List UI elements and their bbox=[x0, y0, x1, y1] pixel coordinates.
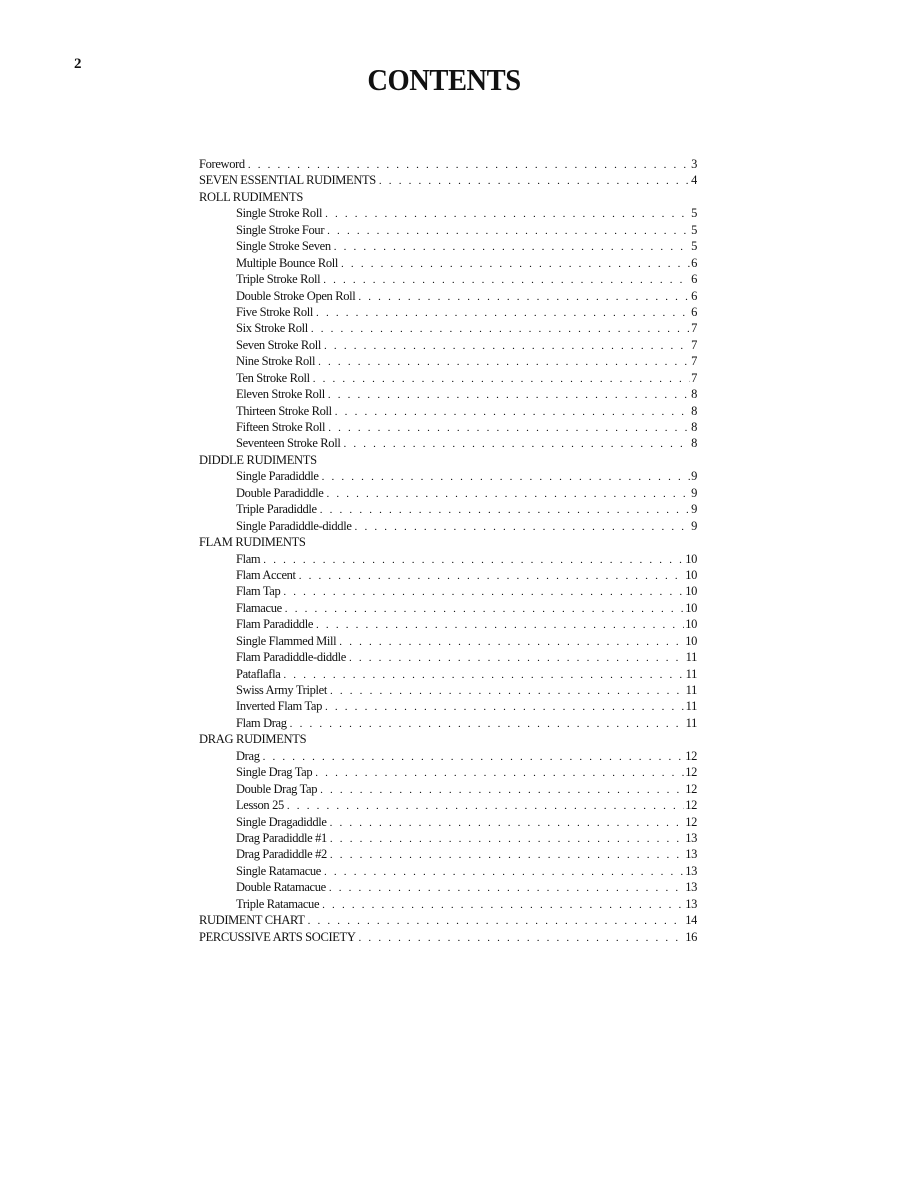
toc-sub-entry bbox=[199, 435, 697, 451]
toc-page-number: 10 bbox=[685, 600, 697, 615]
toc-page-number: 8 bbox=[691, 436, 697, 451]
dot-leader bbox=[330, 683, 685, 698]
toc-page-number: 5 bbox=[691, 239, 697, 254]
dot-leader bbox=[308, 913, 685, 928]
dot-leader bbox=[283, 584, 684, 599]
toc-entry-label: Triple Stroke Roll bbox=[236, 272, 321, 287]
toc-entry-label: Thirteen Stroke Roll bbox=[236, 403, 332, 418]
dot-leader bbox=[335, 404, 690, 419]
toc-entry-label: Seven Stroke Roll bbox=[236, 337, 322, 352]
toc-entry-label: Triple Ratamacue bbox=[236, 896, 320, 911]
toc-page-number: 11 bbox=[685, 715, 697, 730]
toc-page-number: 8 bbox=[691, 387, 697, 402]
toc-entry bbox=[199, 912, 697, 928]
dot-leader bbox=[313, 371, 690, 386]
toc-sub-entry bbox=[199, 583, 697, 599]
toc-page-number: 6 bbox=[691, 255, 697, 270]
toc-sub-entry bbox=[199, 468, 697, 484]
toc-sub-entry bbox=[199, 846, 697, 862]
toc-page-number: 14 bbox=[685, 913, 697, 928]
toc-entry-label: Single Flammed Mill bbox=[236, 633, 337, 648]
toc-page-number: 4 bbox=[691, 173, 697, 188]
toc-page-number: 11 bbox=[685, 650, 697, 665]
toc-entry-label: Ten Stroke Roll bbox=[236, 370, 310, 385]
toc-page-number: 7 bbox=[691, 321, 697, 336]
dot-leader bbox=[299, 568, 685, 583]
toc-entry-label: Drag Paradiddle #1 bbox=[236, 830, 327, 845]
toc-entry-label: Fifteen Stroke Roll bbox=[236, 420, 326, 434]
dot-leader bbox=[324, 338, 690, 353]
dot-leader bbox=[334, 239, 690, 254]
toc-entry-label: Foreword bbox=[199, 157, 245, 171]
dot-leader bbox=[311, 321, 690, 336]
toc-page-number: 13 bbox=[685, 880, 697, 895]
toc-page-number: 6 bbox=[691, 304, 697, 319]
toc-page-number: 9 bbox=[691, 518, 697, 533]
toc-page-number: 9 bbox=[691, 502, 697, 517]
toc-sub-entry bbox=[199, 748, 697, 764]
toc-entry-label: Flam Accent bbox=[236, 567, 296, 582]
toc-page-number: 11 bbox=[685, 666, 697, 681]
dot-leader bbox=[316, 617, 684, 632]
toc-entry-label: Drag Paradiddle #2 bbox=[236, 847, 327, 862]
dot-leader bbox=[290, 716, 685, 731]
dot-leader bbox=[330, 847, 684, 862]
toc-sub-entry bbox=[199, 863, 697, 879]
dot-leader bbox=[318, 354, 690, 369]
table-of-contents bbox=[199, 156, 697, 945]
dot-leader bbox=[339, 634, 684, 649]
page-title: CONTENTS bbox=[367, 62, 521, 97]
dot-leader bbox=[324, 864, 684, 879]
toc-entry-label: Drag bbox=[236, 748, 260, 763]
toc-sub-entry bbox=[199, 896, 697, 912]
toc-sub-entry bbox=[199, 551, 697, 567]
toc-page-number: 7 bbox=[691, 337, 697, 352]
dot-leader bbox=[355, 519, 691, 534]
toc-entry-label: SEVEN ESSENTIAL RUDIMENTS bbox=[199, 173, 376, 188]
toc-entry-label: Lesson 25 bbox=[236, 798, 284, 813]
dot-leader bbox=[325, 206, 690, 221]
toc-sub-entry bbox=[199, 320, 697, 336]
toc-sub-entry bbox=[199, 814, 697, 830]
toc-entry-label: Flam Tap bbox=[236, 584, 281, 599]
toc-sub-entry bbox=[199, 518, 697, 534]
toc-sub-entry bbox=[199, 830, 697, 846]
toc-entry-label: Single Paradiddle-diddle bbox=[236, 518, 352, 533]
toc-entry-label: Double Ratamacue bbox=[236, 880, 326, 895]
dot-leader bbox=[328, 387, 690, 402]
dot-leader bbox=[322, 469, 691, 484]
toc-sub-entry bbox=[199, 567, 697, 583]
toc-page-number: 16 bbox=[685, 929, 697, 944]
dot-leader bbox=[325, 699, 685, 714]
toc-entry-label: Flam bbox=[236, 551, 261, 566]
toc-entry bbox=[199, 172, 697, 188]
toc-entry-label: RUDIMENT CHART bbox=[199, 913, 305, 928]
toc-sub-entry bbox=[199, 781, 697, 797]
toc-sub-entry bbox=[199, 271, 697, 287]
toc-page-number: 6 bbox=[691, 272, 697, 287]
toc-page-number: 3 bbox=[691, 157, 697, 171]
toc-sub-entry bbox=[199, 633, 697, 649]
toc-page-number: 10 bbox=[685, 633, 697, 648]
toc-page-number: 13 bbox=[685, 863, 697, 878]
toc-entry-label: Double Paradiddle bbox=[236, 485, 324, 500]
toc-page-number: 11 bbox=[685, 699, 697, 714]
toc-entry-label: Double Drag Tap bbox=[236, 781, 318, 796]
toc-sub-entry bbox=[199, 386, 697, 402]
dot-leader bbox=[323, 272, 690, 287]
toc-entry-label: Inverted Flam Tap bbox=[236, 699, 322, 714]
toc-page-number: 6 bbox=[691, 288, 697, 303]
dot-leader bbox=[320, 502, 690, 517]
page-number: 2 bbox=[74, 56, 82, 72]
toc-sub-entry bbox=[199, 288, 697, 304]
dot-leader bbox=[330, 831, 684, 846]
toc-sub-entry bbox=[199, 649, 697, 665]
dot-leader bbox=[287, 798, 684, 813]
dot-leader bbox=[328, 420, 690, 435]
toc-page-number: 7 bbox=[691, 354, 697, 369]
toc-page-number: 12 bbox=[685, 798, 697, 813]
toc-entry-label: Single Dragadiddle bbox=[236, 814, 327, 829]
toc-entry-label: Nine Stroke Roll bbox=[236, 354, 316, 369]
dot-leader bbox=[315, 765, 684, 780]
toc-entry-label: Pataflafla bbox=[236, 666, 281, 681]
toc-entry-label: Flam Paradiddle bbox=[236, 617, 314, 632]
toc-page-number: 13 bbox=[685, 830, 697, 845]
toc-page-number: 13 bbox=[685, 896, 697, 911]
toc-sub-entry bbox=[199, 255, 697, 271]
toc-sub-entry bbox=[199, 353, 697, 369]
toc-page-number: 9 bbox=[691, 469, 697, 484]
dot-leader bbox=[359, 930, 685, 945]
dot-leader bbox=[379, 173, 690, 188]
toc-sub-entry bbox=[199, 616, 697, 632]
toc-sub-entry bbox=[199, 666, 697, 682]
toc-entry-label: Single Paradiddle bbox=[236, 469, 319, 484]
toc-page-number: 7 bbox=[691, 370, 697, 385]
dot-leader bbox=[316, 305, 690, 320]
toc-sub-entry bbox=[199, 370, 697, 386]
toc-entry bbox=[199, 929, 697, 945]
dot-leader bbox=[326, 486, 690, 501]
toc-sub-entry bbox=[199, 337, 697, 353]
toc-section-heading: ROLL RUDIMENTS bbox=[199, 189, 304, 204]
toc-entry-label: Multiple Bounce Roll bbox=[236, 255, 339, 270]
toc-entry-label: Single Stroke Seven bbox=[236, 239, 331, 254]
toc-entry-label: Single Stroke Four bbox=[236, 222, 325, 237]
toc-page-number: 13 bbox=[685, 847, 697, 862]
dot-leader bbox=[341, 256, 690, 271]
toc-entry-label: Seventeen Stroke Roll bbox=[236, 436, 341, 451]
dot-leader bbox=[248, 157, 690, 172]
toc-page-number: 12 bbox=[685, 781, 697, 796]
toc-page-number: 12 bbox=[685, 748, 697, 763]
dot-leader bbox=[263, 552, 684, 567]
toc-entry-label: Single Stroke Roll bbox=[236, 206, 323, 221]
toc-entry-label: PERCUSSIVE ARTS SOCIETY bbox=[199, 929, 356, 944]
toc-sub-entry bbox=[199, 879, 697, 895]
toc-page-number: 10 bbox=[685, 567, 697, 582]
dot-leader bbox=[330, 815, 685, 830]
dot-leader bbox=[358, 289, 690, 304]
toc-sub-entry bbox=[199, 764, 697, 780]
toc-sub-entry bbox=[199, 698, 697, 714]
toc-entry-label: Flam Drag bbox=[236, 715, 287, 730]
toc-page-number: 12 bbox=[685, 765, 697, 780]
toc-sub-entry bbox=[199, 222, 697, 238]
dot-leader bbox=[343, 436, 690, 451]
toc-page-number: 10 bbox=[685, 584, 697, 599]
toc-page-number: 5 bbox=[691, 222, 697, 237]
toc-sub-entry bbox=[199, 238, 697, 254]
toc-page-number: 10 bbox=[685, 617, 697, 632]
toc-sub-entry bbox=[199, 501, 697, 517]
dot-leader bbox=[263, 749, 685, 764]
toc-page-number: 8 bbox=[691, 403, 697, 418]
toc-entry-label: Double Stroke Open Roll bbox=[236, 288, 356, 303]
toc-entry-label: Flamacue bbox=[236, 600, 282, 615]
toc-sub-entry bbox=[199, 304, 697, 320]
toc-page-number: 12 bbox=[685, 814, 697, 829]
toc-sub-entry bbox=[199, 403, 697, 419]
toc-entry-label: Single Drag Tap bbox=[236, 765, 313, 780]
toc-entry-label: Flam Paradiddle-diddle bbox=[236, 650, 346, 665]
toc-section-heading: FLAM RUDIMENTS bbox=[199, 535, 306, 550]
toc-page-number: 10 bbox=[685, 551, 697, 566]
toc-entry-label: Swiss Army Triplet bbox=[236, 683, 327, 697]
toc-page-number: 9 bbox=[691, 485, 697, 500]
dot-leader bbox=[322, 897, 684, 912]
toc-sub-entry bbox=[199, 715, 697, 731]
toc-section-heading: DIDDLE RUDIMENTS bbox=[199, 452, 317, 467]
toc-page-number: 5 bbox=[691, 206, 697, 221]
toc-entry-label: Eleven Stroke Roll bbox=[236, 387, 325, 402]
toc-sub-entry bbox=[199, 485, 697, 501]
toc-entry-label: Six Stroke Roll bbox=[236, 321, 308, 336]
toc-sub-entry bbox=[199, 205, 697, 221]
dot-leader bbox=[327, 223, 690, 238]
dot-leader bbox=[285, 601, 684, 616]
toc-entry-label: Five Stroke Roll bbox=[236, 304, 314, 319]
toc-page-number: 8 bbox=[691, 420, 697, 434]
dot-leader bbox=[329, 880, 684, 895]
toc-sub-entry bbox=[199, 600, 697, 616]
dot-leader bbox=[320, 782, 684, 797]
dot-leader bbox=[349, 650, 685, 665]
toc-entry-label: Triple Paradiddle bbox=[236, 502, 317, 517]
toc-page-number: 11 bbox=[685, 683, 697, 697]
toc-section-heading: DRAG RUDIMENTS bbox=[199, 732, 307, 747]
toc-sub-entry bbox=[199, 682, 697, 698]
toc-sub-entry bbox=[199, 797, 697, 813]
dot-leader bbox=[283, 667, 684, 682]
toc-sub-entry bbox=[199, 419, 697, 435]
toc-entry bbox=[199, 156, 697, 172]
toc-entry-label: Single Ratamacue bbox=[236, 863, 321, 878]
